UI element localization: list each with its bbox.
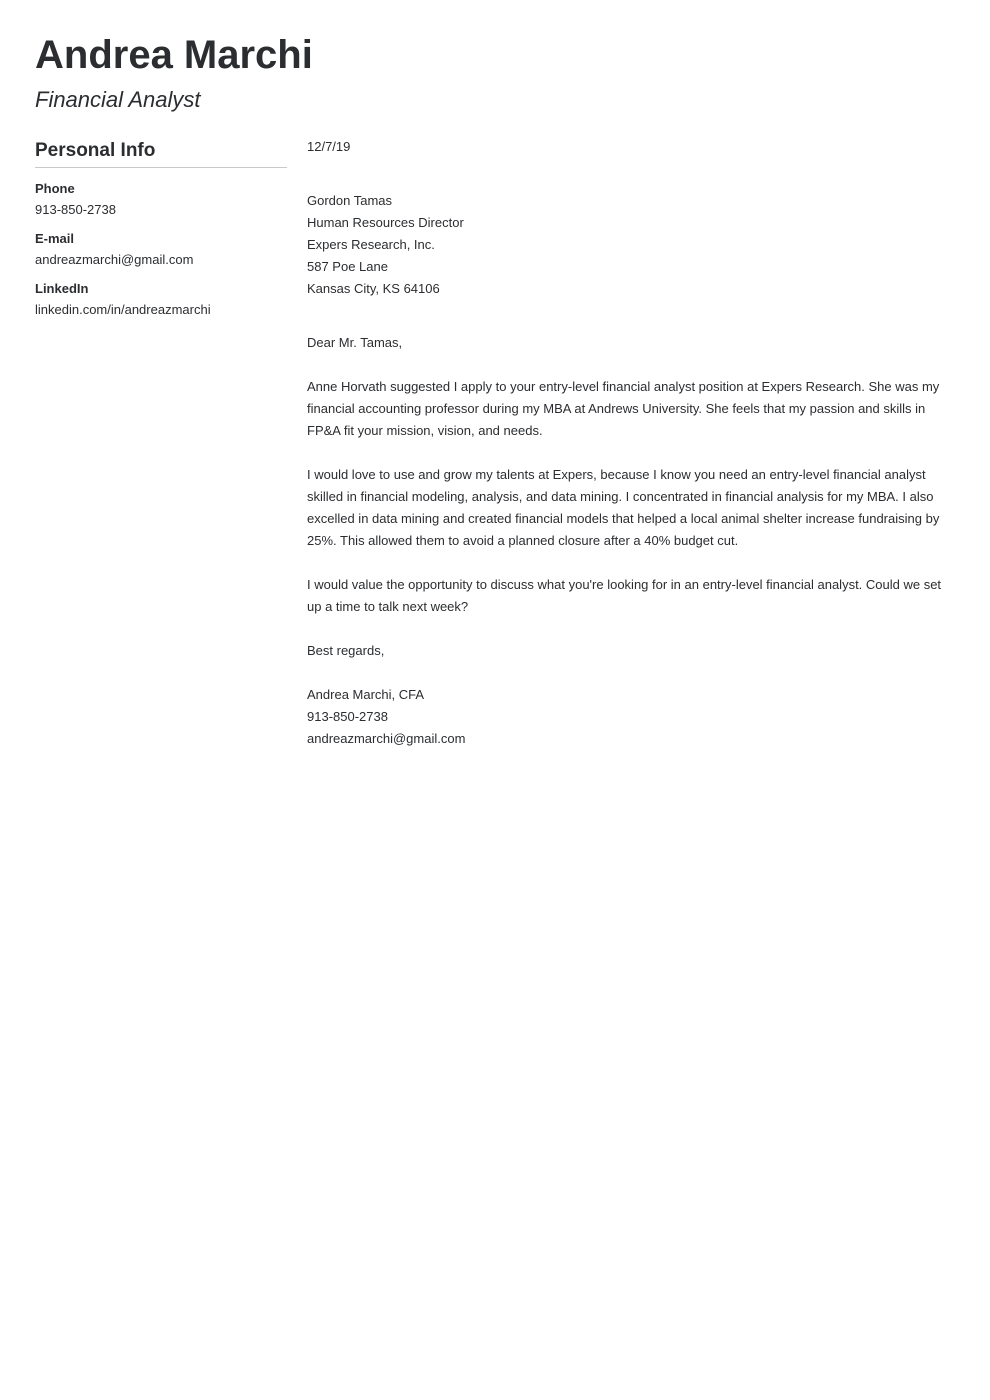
- personal-info-heading: Personal Info: [35, 138, 287, 168]
- linkedin-label: LinkedIn: [35, 281, 89, 296]
- recipient-street: 587 Poe Lane: [307, 259, 388, 274]
- signature-phone: 913-850-2738: [307, 709, 388, 724]
- signature-block: [307, 684, 947, 750]
- linkedin-block: [35, 279, 287, 321]
- body-paragraph: I would love to use and grow my talents at Expers, because I know you need an entry-level financial analyst skilled in financial modeling, analysis, and data mining. I concentrated in financial analysis for my MBA. I also excelled in data mining and created financial models that helped a local animal shelter increase fundraising by 25%. This allowed them to avoid a planned closure after a 40% budget cut.: [307, 467, 940, 548]
- recipient-address: [307, 190, 947, 300]
- personal-info-sidebar: [35, 138, 287, 329]
- body-paragraph: Anne Horvath suggested I apply to your entry-level financial analyst position at Expers Research. She was my financial accounting professor during my MBA at Andrews University. She feels that my passion and skills in FP&A fit your mission, vision, and needs.: [307, 379, 940, 438]
- email-label: E-mail: [35, 231, 75, 246]
- recipient-city: Kansas City, KS 64106: [307, 281, 440, 296]
- phone-block: [35, 179, 287, 221]
- closing: Best regards,: [307, 643, 385, 658]
- recipient-company: Expers Research, Inc.: [307, 237, 435, 252]
- salutation: Dear Mr. Tamas,: [307, 335, 403, 350]
- linkedin-value: linkedin.com/in/andreazmarchi: [35, 302, 211, 317]
- phone-value: 913-850-2738: [35, 202, 116, 217]
- letter-date: 12/7/19: [307, 139, 351, 154]
- phone-label: Phone: [35, 181, 75, 196]
- applicant-name: Andrea Marchi: [35, 33, 313, 77]
- job-title: Financial Analyst: [35, 87, 201, 112]
- signature-name: Andrea Marchi, CFA: [307, 687, 425, 702]
- recipient-title: Human Resources Director: [307, 215, 464, 230]
- email-block: [35, 229, 287, 271]
- body-paragraph: I would value the opportunity to discuss what you're looking for in an entry-level financial analyst. Could we set up a time to talk next week?: [307, 577, 942, 614]
- signature-email: andreazmarchi@gmail.com: [307, 731, 466, 746]
- email-value: andreazmarchi@gmail.com: [35, 252, 194, 267]
- header: [35, 30, 313, 114]
- recipient-name: Gordon Tamas: [307, 193, 393, 208]
- letter-body: [307, 136, 947, 750]
